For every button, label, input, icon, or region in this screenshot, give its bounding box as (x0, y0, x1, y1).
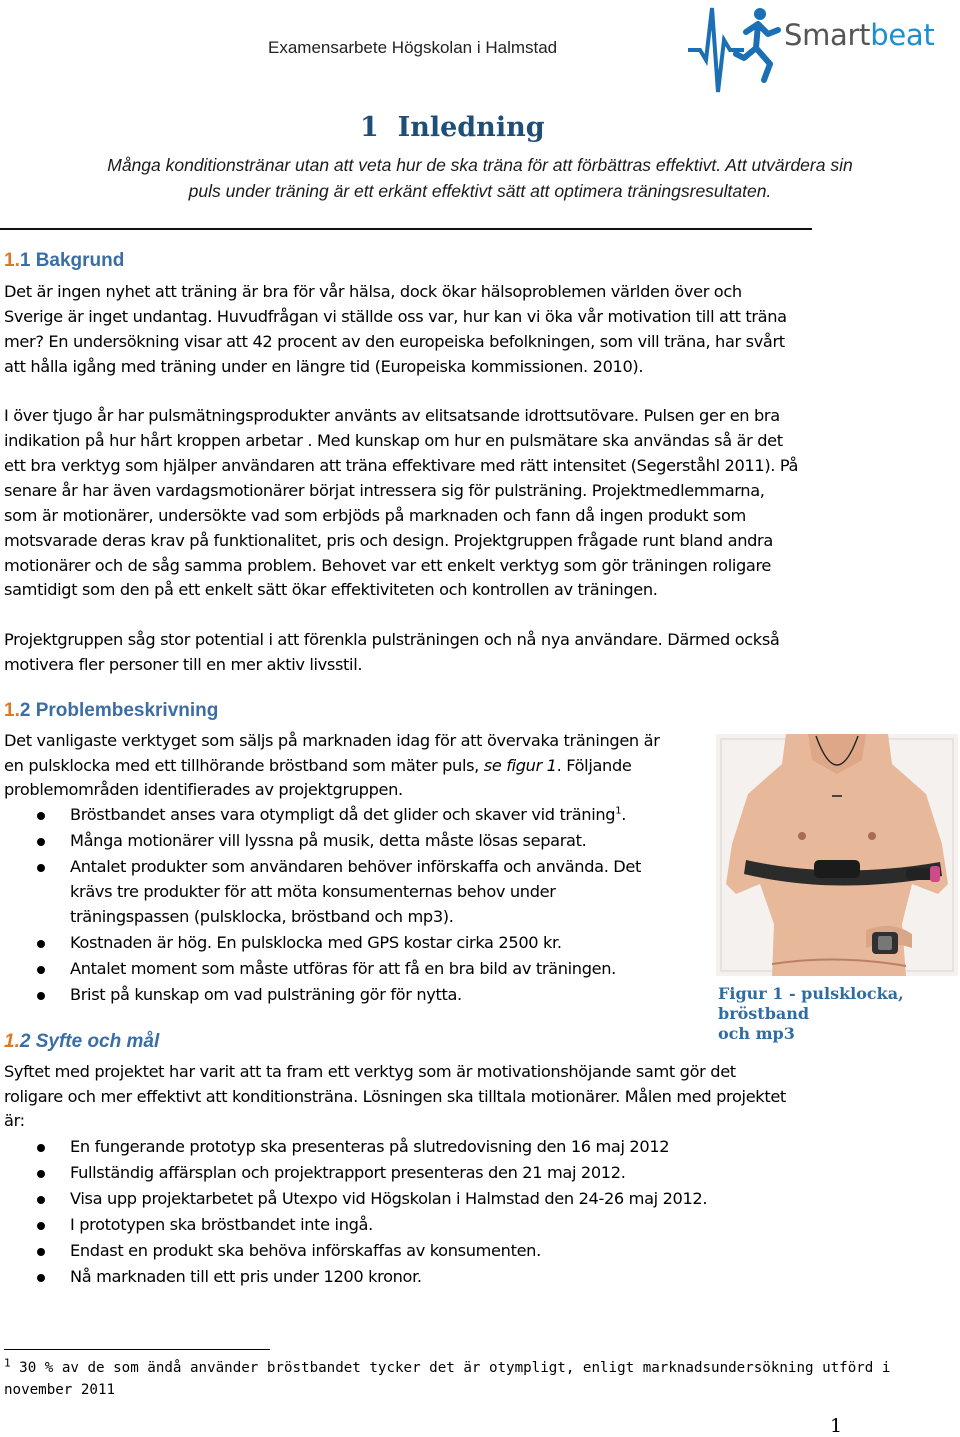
bullet-dot (37, 992, 45, 1000)
list-item: Antalet produkter som användaren behöver införskaffa och använda. Det (70, 857, 642, 876)
bullet-dot (37, 1274, 45, 1282)
divider-rule (0, 228, 812, 230)
paragraph-line: ett bra verktyg som hjälper användaren att träna effektivare med rätt intensitet (Segerståhl 2011). På (4, 456, 799, 475)
section-heading-bakgrund: 1.1 Bakgrund (4, 250, 125, 271)
paragraph-line: I över tjugo år har pulsmätningsprodukter använts av elitsatsande idrottsutövare. Pulsen ger en bra (4, 406, 780, 425)
intro-line-1: Många konditionstränar utan att veta hur de ska träna för att förbättras effektivt. Att utvärdera sin (107, 155, 853, 175)
paragraph-line: Sverige är inget undantag. Huvudfrågan vi ställde oss var, hur kan vi öka vår motivation till att träna (4, 307, 787, 326)
bullet-dot (37, 864, 45, 872)
paragraph-line: Det är ingen nyhet att träning är bra för vår hälsa, dock ökar hälsoproblemen världen över och (4, 282, 742, 301)
page-number: 1 (830, 1415, 843, 1437)
list-item: Endast en produkt ska behöva införskaffas av konsumenten. (70, 1241, 541, 1260)
paragraph-line: motivera fler personer till en mer aktiv livsstil. (4, 655, 363, 674)
list-item: Brist på kunskap om vad pulsträning gör för nytta. (70, 985, 462, 1004)
chapter-number: 1 (360, 112, 379, 143)
chapter-title: Inledning (397, 112, 545, 143)
list-item: Bröstbandet anses vara otympligt då det glider och skaver vid träning$^1$. (70, 805, 627, 824)
bullet-dot (37, 1196, 45, 1204)
paragraph-line: som är motionärer, undersökte vad som erbjöds på marknaden och fann då ingen produkt som (4, 506, 746, 525)
bullet-dot (37, 940, 45, 948)
bullet-dot (37, 1170, 45, 1178)
chapter-heading (360, 112, 545, 143)
paragraph-line: att hålla igång med träning under en längre tid (Europeiska kommissionen. 2010). (4, 357, 644, 376)
intro-line-2: puls under träning är ett erkänt effektivt sätt att optimera träningsresultaten. (188, 181, 772, 201)
footnote-mark: 1 (4, 1356, 11, 1370)
logo-beat: beat (870, 18, 935, 52)
list-item-continuation: krävs tre produkter för att möta konsumenternas behov under (70, 882, 556, 901)
logo-smart: Smart (784, 18, 871, 52)
paragraph-line: problemområden identifierades av projektgruppen. (4, 780, 403, 799)
bullet-dot (37, 838, 45, 846)
paragraph-line: Projektgruppen såg stor potential i att förenkla pulsträningen och nå nya användare. Därmed också (4, 630, 780, 649)
list-item: I prototypen ska bröstbandet inte ingå. (70, 1215, 373, 1234)
paragraph-line: en pulsklocka med ett tillhörande bröstband som mäter puls, se figur 1. Följande (4, 756, 632, 775)
list-item: Nå marknaden till ett pris under 1200 kronor. (70, 1267, 422, 1286)
figure-photo-chest-strap (716, 734, 958, 976)
section-heading-problembeskrivning: 1.2 Problembeskrivning (4, 700, 219, 721)
section-heading-syfte: 1.2 Syfte och mål (4, 1031, 160, 1052)
paragraph-line: roligare och mer effektivt att konditionsträna. Lösningen ska tilltala motionärer. Målen med projektet (4, 1087, 786, 1106)
bullet-dot (37, 812, 45, 820)
bullet-dot (37, 1248, 45, 1256)
paragraph-line: senare år har även vardagsmotionärer börjat intressera sig för pulsträning. Projektmedlemmarna, (4, 481, 765, 500)
list-item: Visa upp projektarbetet på Utexpo vid Högskolan i Halmstad den 24-26 maj 2012. (70, 1189, 708, 1208)
paragraph-line: motionärer och de såg samma problem. Behovet var ett enkelt verktyg som gör träningen roligare (4, 556, 772, 575)
figure-caption: Figur 1 - pulsklocka, bröstband och mp3 (718, 984, 904, 1043)
list-item: Kostnaden är hög. En pulsklocka med GPS kostar cirka 2500 kr. (70, 933, 562, 952)
logo-text (784, 18, 934, 52)
bullet-dot (37, 966, 45, 974)
paragraph-line: Det vanligaste verktyget som säljs på marknaden idag för att övervaka träningen är (4, 731, 660, 750)
list-item-continuation: träningspassen (pulsklocka, bröstband och mp3). (70, 907, 454, 926)
list-item: Antalet moment som måste utföras för att få en bra bild av träningen. (70, 959, 616, 978)
paragraph-line: Syftet med projektet har varit att ta fram ett verktyg som är motivationshöjande samt gör det (4, 1062, 736, 1081)
bullet-dot (37, 1144, 45, 1152)
paragraph-line: samtidigt som den på ett enkelt sätt ökar effektiviteten och kontrollen av träningen. (4, 580, 658, 599)
paragraph-line: mer? En undersökning visar att 42 procent av den europeiska befolkningen, som vill träna, har svårt (4, 332, 785, 351)
pulse-line-icon (688, 8, 744, 92)
figure-reference[interactable]: se figur 1 (483, 756, 557, 775)
footnote-rule (4, 1349, 270, 1350)
runner-head-icon (754, 8, 766, 20)
footnote-line-1: $^1$ 30 % av de som ändå använder bröstbandet tycker det är otympligt, enligt marknadsundersökning utförd i (4, 1356, 891, 1376)
bullet-dot (37, 1222, 45, 1230)
list-item: En fungerande prototyp ska presenteras på slutredovisning den 16 maj 2012 (70, 1137, 670, 1156)
paragraph-line: motsvarade deras krav på funktionalitet, pris och design. Projektgruppen frågade runt bland andra (4, 531, 773, 550)
list-item: Fullständig affärsplan och projektrapport presenteras den 21 maj 2012. (70, 1163, 626, 1182)
footnote-line-2: november 2011 (4, 1382, 116, 1398)
paragraph-line: indikation på hur hårt kroppen arbetar . Med kunskap om hur en pulsmätare ska användas så är det (4, 431, 783, 450)
header-title: Examensarbete Högskolan i Halmstad (268, 38, 558, 57)
footnote-ref[interactable]: 1 (615, 805, 622, 817)
paragraph-line: är: (4, 1111, 25, 1130)
list-item: Många motionärer vill lyssna på musik, detta måste lösas separat. (70, 831, 587, 850)
